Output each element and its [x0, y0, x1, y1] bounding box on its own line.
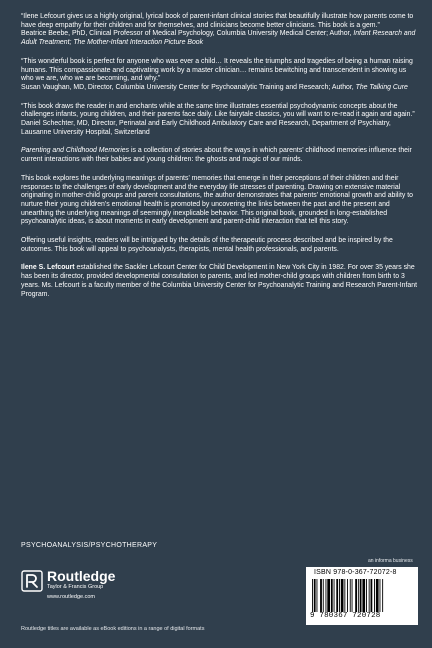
barcode-bar: [331, 579, 333, 612]
endorsement-quote: “This book draws the reader in and enchants while at the same time illustrates essential psychodynamic concepts about the challenges infants, young children, and their parents face daily. Like fairytale classics, you will want to re-read it again and again.”: [21, 102, 415, 119]
barcode-bar: [355, 579, 357, 612]
barcode-bar: [344, 579, 345, 612]
barcode-bar: [376, 579, 379, 612]
author-bio: Ilene S. Lefcourt established the Sackler Lefcourt Center for Child Development in New York City in 1982. For over 35 years she has been its director, provided developmental consultation to parents, and led mother-child groups with children from birth to 3 years. Ms. Lefcourt is a faculty member of the Columbia University Center for Psychoanalytic Training and Research Parent-Infant Program.: [21, 264, 418, 298]
barcode-bar: [323, 579, 324, 612]
barcode-bar: [339, 579, 340, 612]
endorsement-3: [21, 103, 417, 138]
endorsement-attribution: Beatrice Beebe, PhD, Clinical Professor of Medical Psychology, Columbia University Medical Center; Author, Infant Research and Adult Treatment; The Mother-Infant Interaction Picture Book: [21, 30, 416, 47]
barcode-bar: [352, 579, 353, 612]
endorsement-attribution: Susan Vaughan, MD, Director, Columbia University Center for Psychoanalytic Training and Research; Author, The Talking Cure: [21, 83, 408, 91]
informa-label: an informa business: [368, 558, 413, 564]
endorsement-1: [21, 13, 417, 48]
publisher-url: www.routledge.com: [47, 594, 95, 600]
barcode-bar: [374, 579, 375, 612]
barcode-bar: [317, 579, 318, 612]
barcode-bar: [362, 579, 365, 612]
endorsement-quote: “Ilene Lefcourt gives us a highly original, lyrical book of parent-infant clinical stories that beautifully illustrate how parents come to have deep empathy for their children and for themselves, and clinicians become better clinicians. This book is a gem.”: [21, 13, 414, 29]
description-intro: Parenting and Childhood Memories is a collection of stories about the ways in which parents’ childhood memories influence their current interactions with their babies and young children: the ghosts and magic of our minds.: [21, 147, 412, 164]
endorsement-attribution: Daniel Schechter, MD, Director, Perinatal and Early Childhood Ambulatory Care and Research, Department of Psychiatry, Lausanne University Hospital, Switzerland: [21, 120, 391, 136]
description-body: This book explores the underlying meanings of parents’ memories that emerge in their perceptions of their children and their responses to the challenges of early development and the everyday life stresses of parenting. Drawing on extensive material originating in mother-child groups and parent consultations, the author demonstrates that parents’ emotional growth and ability to nurture their young children’s emotional health is promoted by uncovering the links between the past and the present and unearthing the underlying meanings of seemingly inexplicable behavior. This original book, grounded in long-established psychoanalytic ideas, is about moments in early development and parent-child interaction that tell this story.: [21, 174, 413, 226]
publisher-tagline: Taylor & Francis Group: [47, 584, 104, 590]
endorsement-2: [21, 58, 417, 93]
barcode-bar: [350, 579, 351, 612]
subject-category: PSYCHOANALYSIS/PSYCHOTHERAPY: [21, 542, 158, 549]
barcode-bar: [360, 579, 362, 612]
barcode-bar: [312, 579, 313, 612]
endorsement-quote: “This wonderful book is perfect for anyone who was ever a child… It reveals the triumphs and tragedies of being a human raising humans. This compassionate and captivating work by a master clinician… remains bewitching and transcendent in showing us who we are, who we are becoming, and why.”: [21, 57, 413, 83]
isbn-label: ISBN 978-0-367-72072-8: [314, 569, 397, 576]
barcode-bar: [358, 579, 359, 612]
isbn-barcode: [306, 567, 418, 625]
barcode-bar: [347, 579, 348, 612]
barcode-bar: [336, 579, 338, 612]
isbn-digits: 9 780367 720728: [310, 612, 381, 620]
barcode-bar: [341, 579, 344, 612]
barcode-bar: [320, 579, 322, 612]
publisher-block: [21, 566, 221, 606]
publisher-name: Routledge: [47, 568, 116, 584]
barcode-bar: [334, 579, 335, 612]
barcode-bar: [326, 579, 327, 612]
ebook-note: Routledge titles are available as eBook editions in a range of digital formats: [21, 626, 205, 632]
back-cover-text: [21, 13, 417, 309]
barcode-bar: [382, 579, 383, 612]
routledge-logo-icon: [21, 570, 43, 592]
barcode-bar: [371, 579, 373, 612]
barcode-bar: [369, 579, 370, 612]
barcode-bar: [366, 579, 367, 612]
barcode-bar: [327, 579, 330, 612]
barcode-bar: [380, 579, 381, 612]
barcode-bar: [314, 579, 316, 612]
description-audience: Offering useful insights, readers will be intrigued by the details of the therapeutic process described and be inspired by the outcomes. This book will appeal to psychoanalysts, therapists, mental health professionals, and parents.: [21, 237, 393, 253]
barcode-bars: [312, 579, 412, 612]
